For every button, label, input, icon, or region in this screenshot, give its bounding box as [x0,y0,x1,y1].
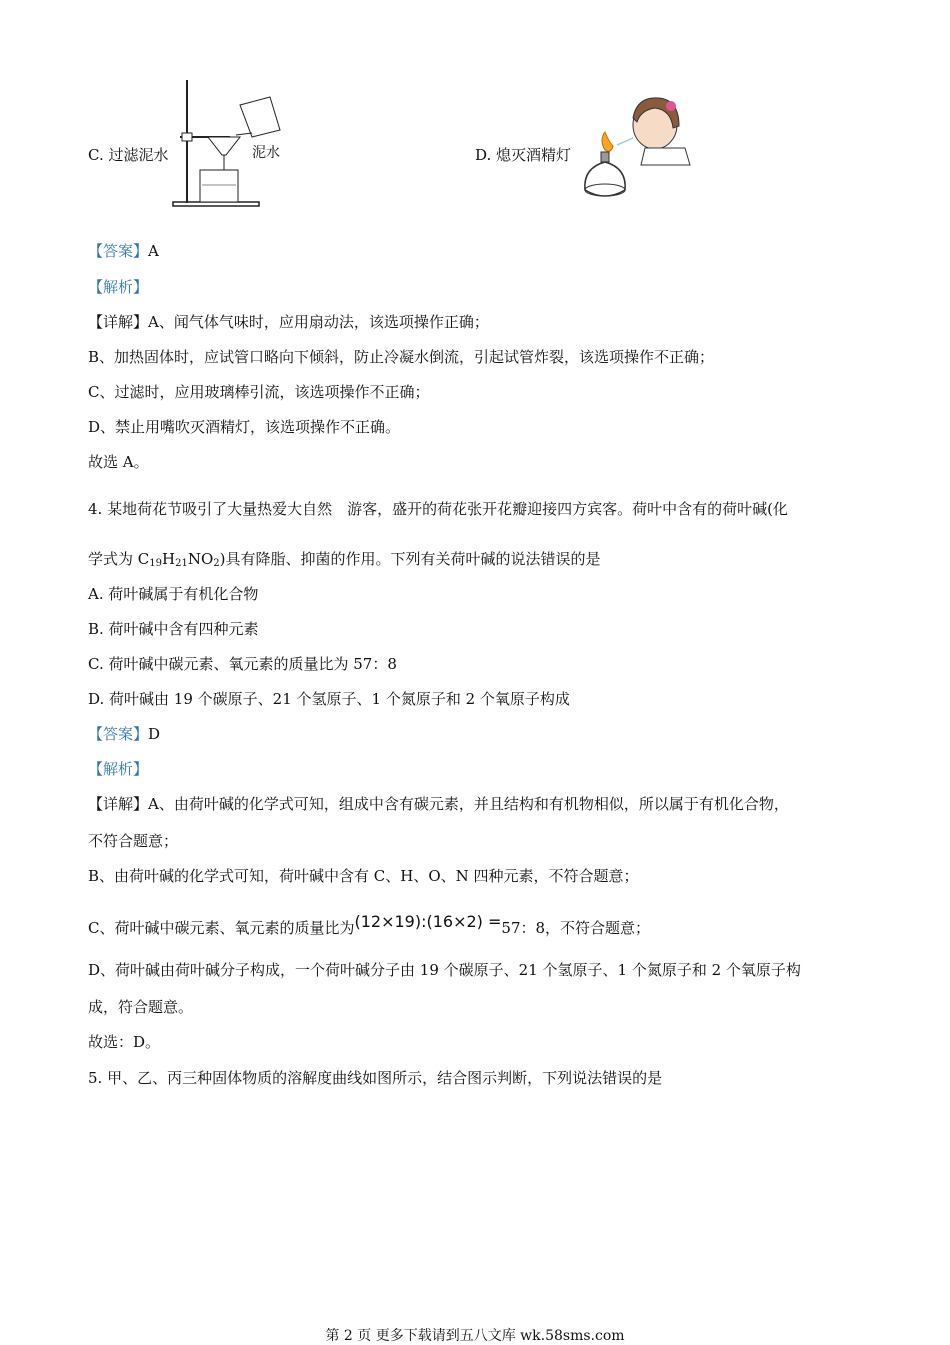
q4-analysis-tag: 【解析】 [88,760,149,778]
answer-value: D [148,725,161,743]
alcohol-lamp-illustration [575,90,693,210]
q4-option-d: D. 荷叶碱由 19 个碳原子、21 个氢原子、1 个氮原子和 2 个氧原子构成 [88,690,570,708]
q3-detail-d: D、禁止用嘴吹灭酒精灯，该选项操作不正确。 [88,418,401,436]
q5-stem: 5. 甲、乙、丙三种固体物质的溶解度曲线如图所示，结合图示判断，下列说法错误的是 [88,1069,663,1087]
answer-value: A [148,242,159,260]
q4-detail-d-line1: D、荷叶碱由荷叶碱分子构成，一个荷叶碱分子由 19 个碳原子、21 个氢原子、1 个氮原子和 2 个氧原子构 [88,961,801,979]
q4-detail-a-line1: 【详解】A、由荷叶碱的化学式可知，组成中含有碳元素，并且结构和有机物相似，所以属于有机化合物， [88,795,789,813]
answer-tag: 【答案】 [88,242,149,260]
q3-detail-a: 【详解】A、闻气体气味时，应用扇动法，该选项操作正确； [88,313,489,331]
muddy-water-tag: 泥水 [252,145,280,161]
q4-detail-c: C、荷叶碱中碳元素、氧元素的质量比为(12×19):(16×2) =57：8，不符合题意； [88,912,651,937]
page-footer: 第 2 页 更多下载请到五八文库 wk.58sms.com [325,1328,625,1344]
figure-c-label: C. 过滤泥水 [88,146,169,164]
q4-conclusion: 故选：D。 [88,1033,161,1051]
q3-detail-c: C、过滤时，应用玻璃棒引流，该选项操作不正确； [88,383,430,401]
figure-d-label: D. 熄灭酒精灯 [475,146,572,164]
detail-tag: 【详解】 [88,313,149,331]
q4-option-c: C. 荷叶碱中碳元素、氧元素的质量比为 57：8 [88,655,397,673]
q3-conclusion: 故选 A。 [88,453,149,471]
q4-option-a: A. 荷叶碱属于有机化合物 [88,585,259,603]
q3-detail-b: B、加热固体时，应试管口略向下倾斜，防止冷凝水倒流，引起试管炸裂，该选项操作不正确； [88,348,715,366]
q4-option-b: B. 荷叶碱中含有四种元素 [88,620,259,638]
q3-analysis-tag: 【解析】 [88,278,149,296]
q4-answer [88,724,160,744]
q4-detail-b: B、由荷叶碱的化学式可知，荷叶碱中含有 C、H、O、N 四种元素，不符合题意； [88,867,639,885]
q4-stem-line1: 4. 某地荷花节吸引了大量热爱大自然 游客，盛开的荷花张开花瓣迎接四方宾客。荷叶中含有的荷叶碱(化 [88,500,788,518]
filtration-apparatus-illustration [170,75,285,210]
q4-stem-line2: 学式为 $C_{19}H_{21}NO_2$)具有降脂、抑菌的作用。下列有关荷叶碱的说法错误的是 [88,550,601,569]
answer-tag: 【答案】 [88,725,149,743]
q4-detail-d-line2: 成，符合题意。 [88,998,194,1016]
q4-detail-a-line2: 不符合题意； [88,832,179,850]
detail-tag: 【详解】 [88,795,149,813]
q3-answer [88,241,159,261]
mass-ratio-formula: (12×19):(16×2) = [354,912,502,931]
